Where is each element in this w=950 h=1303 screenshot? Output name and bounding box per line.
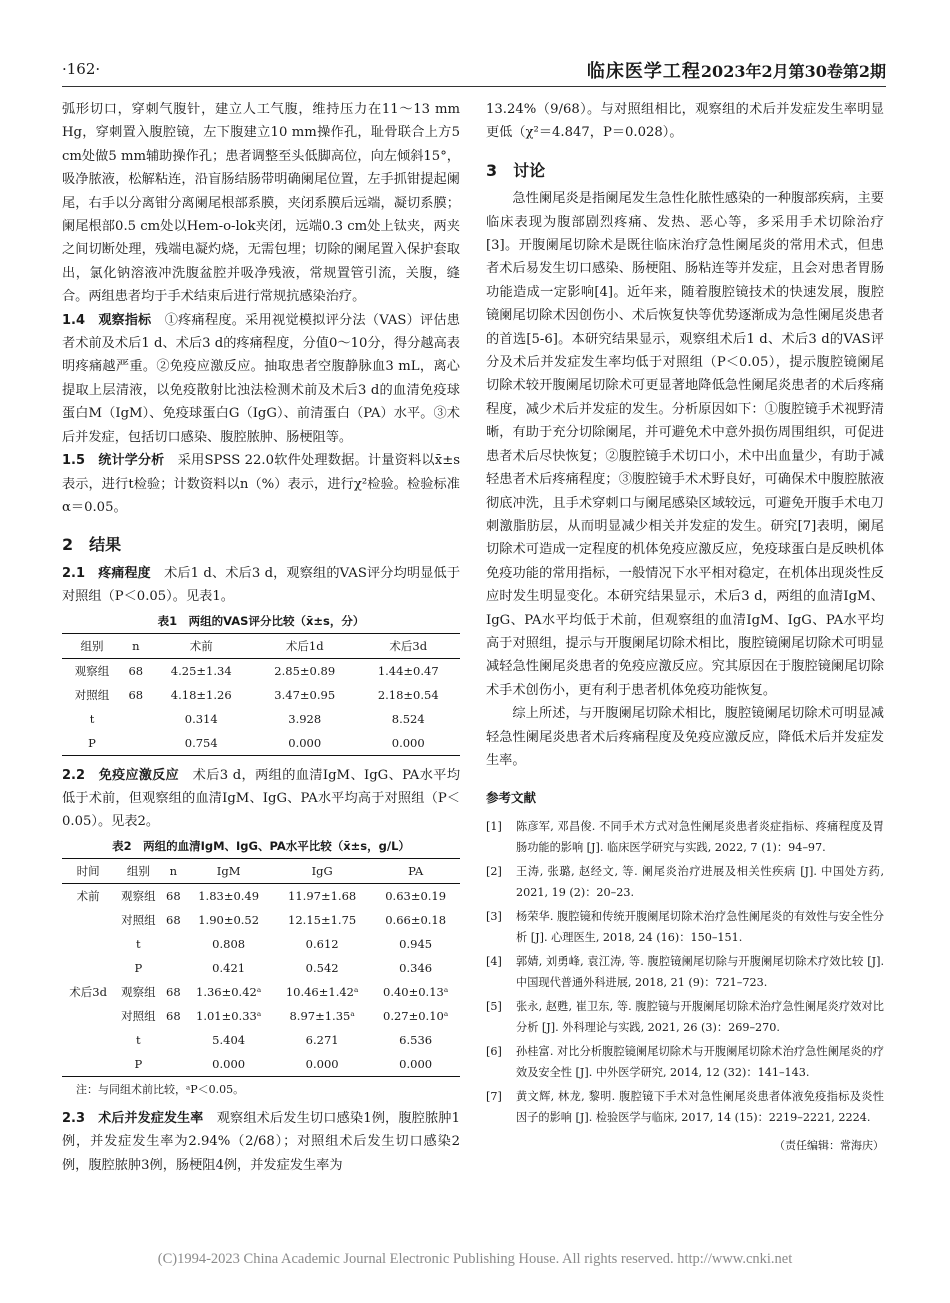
section-2-1-text: 术后1 d、术后3 d，观察组的VAS评分均明显低于对照组（P＜0.05）。见表1。 [62,565,461,605]
reference-number: [2] [486,864,502,878]
table2 [62,858,460,1077]
table-cell: 2.85±0.89 [274,663,336,678]
table-cell: 2.18±0.54 [377,687,439,702]
reference-number: [4] [486,954,502,968]
table-cell: 观察组 [121,984,156,999]
reference-item [486,816,884,858]
reference-item [486,1086,884,1128]
table-cell: 对照组 [74,687,110,702]
section-2-3 [62,1107,460,1177]
table-cell [62,1052,114,1077]
table-cell: 0.000 [288,735,322,750]
table-row [62,1004,460,1028]
left-column [62,98,460,1177]
reference-item [486,1041,884,1083]
table-cell: 观察组 [74,663,110,678]
table-cell: 1.01±0.33ᵃ [196,1008,262,1023]
table-cell: 10.46±1.42ᵃ [285,984,359,999]
responsible-editor: （责任编辑：常海庆） [774,1138,884,1152]
table-cell: 0.63±0.19 [385,888,447,903]
table-cell: P [134,1056,143,1071]
discussion-paragraph-2: 综上所述，与开腹阑尾切除术相比，腹腔镜阑尾切除术可明显减轻急性阑尾炎患者术后疼痛程度及免疫应激反应，降低术后并发症发生率。 [486,706,884,768]
reference-number: [7] [486,1089,502,1103]
table-cell: 68 [128,663,144,678]
table-cell: 5.404 [212,1032,246,1047]
table-cell: 0.314 [184,711,218,726]
table-cell: 0.000 [305,1056,339,1071]
table-row [62,658,460,683]
table-cell: t [89,711,95,726]
table-row [62,1028,460,1052]
table-cell [122,707,149,731]
table-row [62,707,460,731]
reference-number: [3] [486,909,502,923]
table-row [62,883,460,908]
table1-header-row [62,633,460,658]
complication-continuation: 13.24%（9/68）。与对照组相比，观察组的术后并发症发生率明显更低（χ²＝4.847，P＝0.028）。 [486,102,884,141]
table-cell: 6.536 [399,1032,433,1047]
table-cell: 68 [166,1008,181,1023]
table2-header-row [62,858,460,883]
journal-header [587,57,886,83]
right-column [486,98,884,1157]
reference-text: 杨荣华. 腹腔镜和传统开腹阑尾切除术治疗急性阑尾炎的有效性与安全性分析 [J]. 心理医生, 2018, 24 (16)：150–151. [516,909,884,944]
reference-number: [5] [486,999,502,1013]
table1 [62,633,460,756]
table-cell: 术前 [76,888,100,903]
table-cell [162,1028,184,1052]
table-row [62,932,460,956]
section-1-4-title: 1.4 观察指标 [62,312,152,328]
section-1-5-text: 采用SPSS 22.0软件处理数据。计量资料以x̄±s表示，进行t检验；计数资料以n（%）表示，进行χ²检验。检验标准α＝0.05。 [62,453,461,515]
reference-item [486,951,884,993]
table-cell: 对照组 [121,1008,156,1023]
section-2-3-text: 观察组术后发生切口感染1例，腹腔脓肿1例，并发症发生率为2.94%（2/68）；对照组术后发生切口感染2例，腹腔脓肿3例，肠梗阻4例，并发症发生率为 [62,1110,461,1173]
table-cell: t [136,1032,141,1047]
reference-text: 郭婧, 刘勇峰, 袁江涛, 等. 腹腔镜阑尾切除与开腹阑尾切除术疗效比较 [J]. 中国现代普通外科进展, 2018, 21 (9)：721–723. [516,954,884,989]
table-cell: 1.44±0.47 [377,663,439,678]
table-row [62,908,460,932]
reference-number: [1] [486,819,502,833]
table-cell: 0.945 [399,936,433,951]
section-2-2 [62,764,460,834]
section-1-5 [62,449,460,519]
table-cell: 6.271 [305,1032,339,1047]
table-cell: t [136,936,141,951]
table2-header-cell: 组别 [126,863,150,878]
reference-number: [6] [486,1044,502,1058]
table-cell: 68 [166,888,181,903]
table-cell: 68 [166,912,181,927]
table-cell: P [88,735,96,750]
table-cell: 4.25±1.34 [170,663,232,678]
table2-header-cell: IgM [216,863,241,878]
table1-header-cell: 组别 [80,638,104,653]
section-2-1 [62,562,460,609]
table2-header-cell: IgG [311,863,333,878]
header-rule [62,86,886,87]
reference-item [486,861,884,903]
table-cell: 0.000 [399,1056,433,1071]
table-cell: 0.612 [305,936,339,951]
table-cell [62,932,114,956]
table-cell [62,908,114,932]
table-cell: 1.83±0.49 [198,888,260,903]
table-cell [62,1004,114,1028]
table-cell [122,731,149,756]
table-cell [62,1028,114,1052]
section-2-1-title: 2.1 疼痛程度 [62,565,151,581]
table2-header-cell: 时间 [76,863,100,878]
table-cell: 术后3d [69,984,107,999]
table-row [62,731,460,756]
table-row [62,683,460,707]
reference-text: 王涛, 张璐, 赵经文, 等. 阑尾炎治疗进展及相关性疾病 [J]. 中国处方药, 2021, 19 (2)：20–23. [516,864,884,899]
table-row [62,980,460,1004]
section-1-5-title: 1.5 统计学分析 [62,453,165,469]
table-cell: 68 [166,984,181,999]
table-cell: 0.542 [305,960,339,975]
page-number: ·162· [62,60,101,78]
reference-text: 黄文辉, 林龙, 黎明. 腹腔镜下手术对急性阑尾炎患者体液免疫指标及炎性因子的影响 [J]. 检验医学与临床, 2017, 14 (15)：2219–2221, 2224. [516,1089,884,1124]
table1-header-cell: 术前 [189,638,213,653]
table2-header-cell: PA [408,863,424,878]
reference-item [486,906,884,948]
table1-header-cell: 术后3d [389,638,428,653]
table-cell: 68 [128,687,144,702]
table-cell: 4.18±1.26 [170,687,232,702]
table-cell [162,932,184,956]
reference-text: 陈彦军, 邓昌俊. 不同手术方式对急性阑尾炎患者炎症指标、疼痛程度及胃肠功能的影响 [J]. 临床医学研究与实践, 2022, 7 (1)：94–97. [516,819,884,854]
table-cell: 0.346 [399,960,433,975]
copyright-footer: (C)1994-2023 China Academic Journal Electronic Publishing House. All rights reserved. http://www.cnki.net [157,1251,793,1267]
table-cell: 0.000 [212,1056,246,1071]
table-cell: 0.421 [212,960,246,975]
table-cell: 0.754 [184,735,218,750]
table-row [62,1052,460,1077]
table-cell: 12.15±1.75 [288,912,357,927]
table-cell: 0.000 [391,735,425,750]
table-cell [62,956,114,980]
table2-note: 注：与同组术前比较，ᵃP＜0.05。 [76,1082,245,1096]
table-cell: 0.808 [212,936,246,951]
section-2-3-title: 2.3 术后并发症发生率 [62,1110,204,1126]
journal-issue: 2023年2月第30卷第2期 [700,62,886,81]
reference-item [486,996,884,1038]
table-row [62,956,460,980]
table-cell: 1.90±0.52 [198,912,260,927]
journal-title: 临床医学工程 [586,61,701,82]
references-heading: 参考文献 [486,790,537,806]
table-cell: 0.40±0.13ᵃ [383,984,449,999]
section-1-4 [62,309,460,449]
table-cell [162,956,184,980]
table-cell [162,1052,184,1077]
reference-text: 孙桂富. 对比分析腹腔镜阑尾切除术与开腹阑尾切除术治疗急性阑尾炎的疗效及安全性 [J]. 中外医学研究, 2014, 12 (32)：141–143. [516,1044,884,1079]
table-cell: P [134,960,143,975]
table-cell: 3.928 [288,711,322,726]
table-cell: 对照组 [121,912,156,927]
table1-header-cell: 术后1d [285,638,324,653]
table-cell: 1.36±0.42ᵃ [196,984,262,999]
table2-caption: 表2 两组的血清IgM、IgG、PA水平比较（x̄±s，g/L） [112,838,410,853]
table1-header-cell: n [132,638,140,653]
reference-text: 张永, 赵甦, 崔卫东, 等. 腹腔镜与开腹阑尾切除术治疗急性阑尾炎疗效对比分析 [J]. 外科理论与实践, 2021, 26 (3)：269–270. [516,999,884,1034]
table-cell: 11.97±1.68 [288,888,357,903]
table2-header-cell: n [169,863,178,878]
table-cell: 观察组 [121,888,156,903]
table-cell: 8.524 [391,711,425,726]
reference-list [486,816,884,1128]
table-cell: 3.47±0.95 [274,687,336,702]
table-cell: 8.97±1.35ᵃ [289,1008,355,1023]
section-2-2-text: 术后3 d，两组的血清IgM、IgG、PA水平均低于术前，但观察组的血清IgM、IgG、PA水平均高于对照组（P＜0.05）。见表2。 [62,767,461,830]
section-2-2-title: 2.2 免疫应激反应 [62,767,180,783]
discussion-paragraph-1: 急性阑尾炎是指阑尾发生急性化脓性感染的一种腹部疾病，主要临床表现为腹部剧烈疼痛、发热、恶心等，多采用手术切除治疗[3]。开腹阑尾切除术是既往临床治疗急性阑尾炎的常用术式，但患者术后易发生切口感染、肠梗阻、肠粘连等并发症，且会对患者胃肠功能造成一定影响[4]。近年来，随着腹腔镜技术的快速发展，腹腔镜阑尾切除术因创伤小、术后恢复快等优势逐渐成为急性阑尾炎患者的首选[5-6]。本研究结果显示，观察组术后1 d、术后3 d的VAS评分及术后并发症发生率均低于对照组（P＜0.05），提示腹腔镜阑尾切除术较开腹阑尾切除术可更显著地降低急性阑尾炎患者的术后疼痛程度，减少术后并发症的发生。分析原因如下：①腹腔镜手术视野清晰，有助于充分切除阑尾，并可避免术中意外损伤周围组织，可促进患者术后尽快恢复；②腹腔镜手术切口小，术中出血量少，有助于减轻患者术后疼痛程度；③腹腔镜手术术野良好，可确保术中腹腔脓液彻底冲洗，且手术穿刺口与阑尾感染区域较远，可避免开腹手术电刀刺激脂肪层，从而明显减少相关并发症的发生。研究[7]表明，阑尾切除术可造成一定程度的机体免疫应激反应，免疫球蛋白是反映机体免疫功能的常用指标，一般情况下水平相对稳定，在机体出现炎性反应时发生明显变化。本研究结果显示，术后3 d，两组的血清IgM、IgG、PA水平均低于术前，但观察组的血清IgM、IgG、PA水平均高于对照组，提示与开腹阑尾切除术相比，腹腔镜阑尾切除术可明显减轻急性阑尾炎患者的免疫应激反应。究其原因在于腹腔镜阑尾切除术手术创伤小，更有利于患者机体免疫功能恢复。 [486,191,884,698]
table1-caption: 表1 两组的VAS评分比较（x̄±s，分） [157,613,365,628]
results-heading: 2 结果 [62,535,122,555]
section-1-4-text: ①疼痛程度。采用视觉模拟评分法（VAS）评估患者术前及术后1 d、术后3 d的疼痛程度，分值0～10分，得分越高表明疼痛越严重。②免疫应激反应。抽取患者空腹静脉血3 mL，离心提取上层清液，以免疫散射比浊法检测术前及术后3 d的血清免疫球蛋白M（IgM）、免疫球蛋白G（IgG）、前清蛋白（PA）水平。③术后并发症，包括切口感染、腹腔脓肿、肠梗阻等。 [62,312,460,445]
method-paragraph: 弧形切口，穿刺气腹针，建立人工气腹，维持压力在11～13 mm Hg，穿刺置入腹腔镜，左下腹建立10 mm操作孔，耻骨联合上方5 cm处做5 mm辅助操作孔；患者调整至头低脚高位，向左倾斜15°，吸净脓液，松解粘连，沿盲肠结肠带明确阑尾位置，左手抓钳提起阑尾，右手以分离钳分离阑尾根部系膜，夹闭系膜后远端，凝切系膜；阑尾根部0.5 cm处以Hem-o-lok夹闭，远端0.3 cm处上钛夹，两夹之间切断处理，残端电凝灼烧，无需包埋；切除的阑尾置入保护套取出，氯化钠溶液冲洗腹盆腔并吸净残液，常规置管引流，关腹，缝合。两组患者均于手术结束后进行常规抗感染治疗。 [62,102,460,305]
table-cell: 0.66±0.18 [385,912,447,927]
discussion-heading: 3 讨论 [486,160,546,180]
table-cell: 0.27±0.10ᵃ [383,1008,449,1023]
